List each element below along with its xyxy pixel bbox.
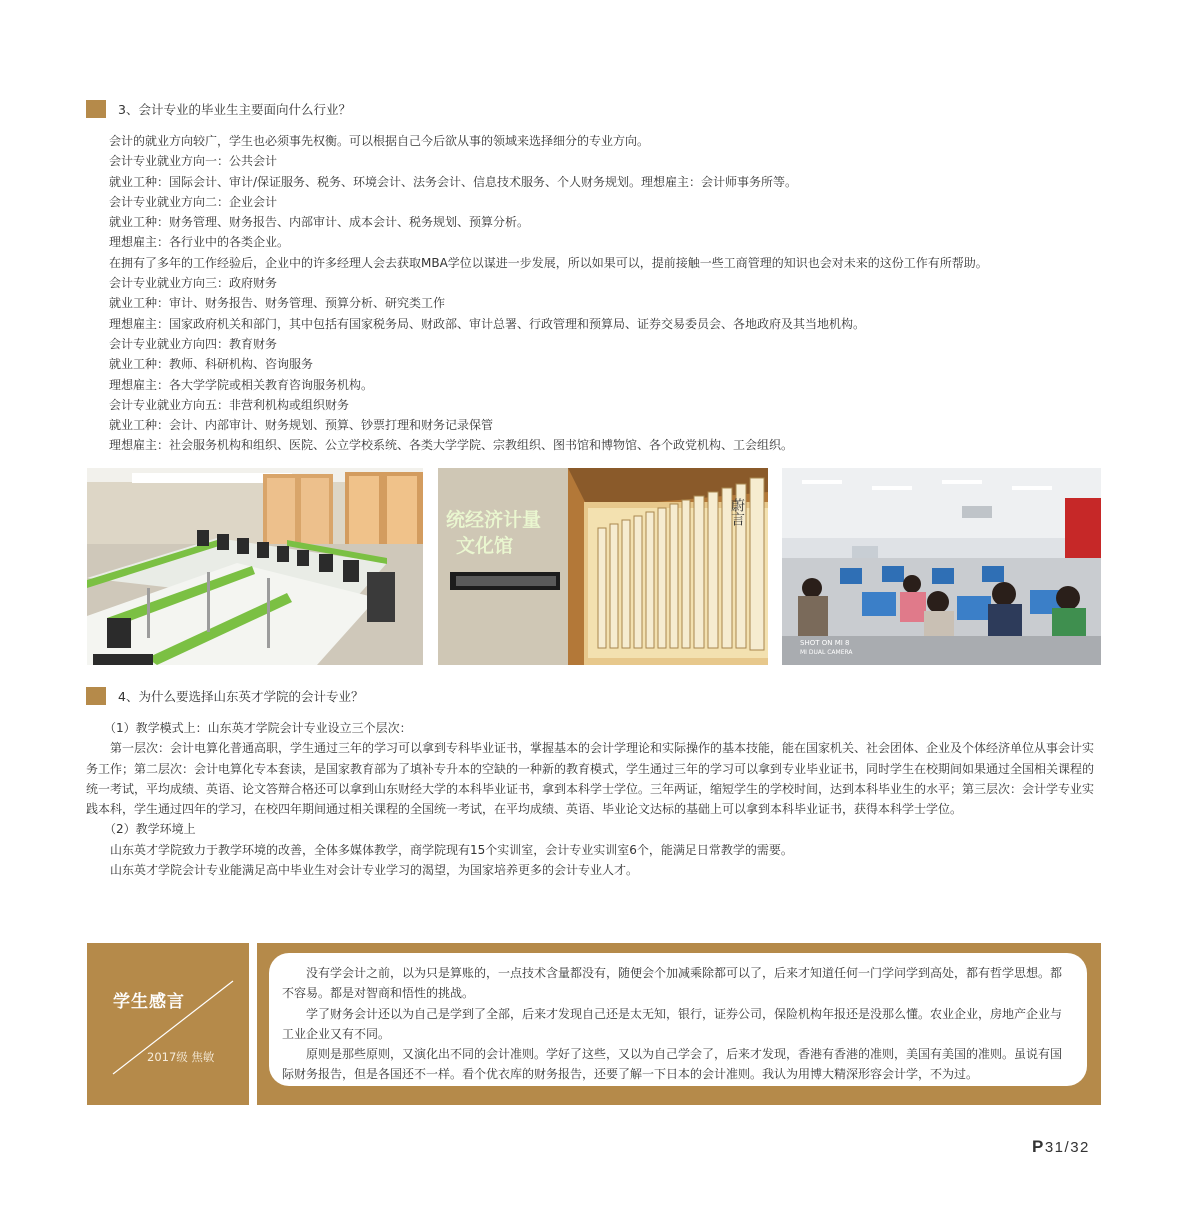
scroll-inscription: 蔚言 <box>729 498 745 526</box>
camera-watermark-line1: SHOT ON MI 8 <box>800 639 850 647</box>
text-line: 务工作；第二层次：会计电算化专本套读，是国家教育部为了填补专升本的空缺的一种新的教育模式，学生通过三年的学习可以拿到专业毕业证书，同时学生在校期间如果通过全国相关课程的 <box>86 761 1095 776</box>
section-marker <box>86 100 106 118</box>
text-line: 理想雇主：各大学学院或相关教育咨询服务机构。 <box>109 377 374 392</box>
photo-strip <box>87 468 1101 665</box>
text-line: 会计专业就业方向四：教育财务 <box>109 336 278 351</box>
text-line: 会计专业就业方向三：政府财务 <box>109 276 278 291</box>
testimonial-text <box>282 963 1082 1085</box>
student-testimonial <box>87 943 1101 1105</box>
text-line: （2）教学环境上 <box>86 822 196 837</box>
text-line: 原则是那些原则，又演化出不同的会计准则。学好了这些，又以为自己学会了，后来才发现，香港有香港的准则，美国有美国的准则。虽说有国 <box>282 1047 1063 1062</box>
testimonial-title: 学生感言 <box>113 992 185 1012</box>
culture-museum-photo <box>438 468 768 665</box>
testimonial-text-box <box>269 953 1087 1086</box>
text-line: 就业工种：教师、科研机构、咨询服务 <box>109 357 314 372</box>
text-line: 就业工种：审计、财务报告、财务管理、预算分析、研究类工作 <box>109 296 446 311</box>
text-line: 在拥有了多年的工作经验后，企业中的许多经理人会去获取MBA学位以谋进一步发展，所以如果可以，提前接触一些工商管理的知识也会对未来的这份工作有所帮助。 <box>109 255 988 270</box>
museum-sign-line2: 文化馆 <box>456 535 514 557</box>
page-prefix: P <box>1032 1137 1045 1156</box>
text-line: 统一考试，平均成绩、英语、论文答辩合格还可以拿到山东财经大学的本科毕业证书，拿到本科学士学位。三年两证，缩短学生的学校时间，达到本科毕业生的水平；第三层次：会计学专业实 <box>86 781 1095 796</box>
page-total: 32 <box>1070 1139 1090 1156</box>
text-line: 理想雇主：国家政府机关和部门，其中包括有国家税务局、财政部、审计总署、行政管理和预算局、证券交易委员会、各地政府及其当地机构。 <box>109 316 866 331</box>
text-line: 践本科，学生通过四年的学习，在校四年期间通过相关课程的全国统一考试，在平均成绩、英语、毕业论文达标的基础上可以拿到本科毕业证书，获得本科学士学位。 <box>86 802 963 817</box>
text-line: 工业企业又有不同。 <box>282 1026 391 1041</box>
text-line: 会计专业就业方向一：公共会计 <box>109 154 278 169</box>
section-4-header <box>86 686 363 706</box>
text-line: 山东英才学院会计专业能满足高中毕业生对会计专业学习的渴望，为国家培养更多的会计专业人才。 <box>86 863 639 878</box>
classroom-photo <box>782 468 1101 665</box>
text-line: 理想雇主：各行业中的各类企业。 <box>109 235 290 250</box>
text-line: 会计的就业方向较广，学生也必须事先权衡。可以根据自己今后欲从事的领域来选择细分的专业方向。 <box>109 134 650 148</box>
museum-sign-line1: 统经济计量 <box>446 509 542 531</box>
text-line: 第一层次：会计电算化普通高职，学生通过三年的学习可以拿到专科毕业证书，掌握基本的会计学理论和实际操作的基本技能，能在国家机关、社会团体、企业及个体经济单位从事会计实 <box>86 741 1095 756</box>
text-line: 不容易。都是对智商和悟性的挑战。 <box>282 986 475 1001</box>
section-marker <box>86 687 106 705</box>
section-3-title: 3、会计专业的毕业生主要面向什么行业？ <box>118 102 351 117</box>
testimonial-label-block <box>87 943 249 1105</box>
text-line: 就业工种：会计、内部审计、财务规划、预算、钞票打理和财务记录保管 <box>109 418 494 433</box>
text-line: 就业工种：财务管理、财务报告、内部审计、成本会计、税务规划、预算分析。 <box>109 215 530 230</box>
text-line: 会计专业就业方向五：非营利机构或组织财务 <box>109 397 350 412</box>
page-current: 31 <box>1044 1139 1065 1156</box>
section-3-body <box>109 131 1109 456</box>
diagonal-divider <box>87 943 249 1105</box>
training-room-photo <box>87 468 423 665</box>
page-number: P31/32 <box>1032 1137 1090 1156</box>
section-4-body <box>86 718 1106 880</box>
section-4-title: 4、为什么要选择山东英才学院的会计专业？ <box>118 689 364 704</box>
text-line: （1）教学模式上：山东英才学院会计专业设立三个层次： <box>86 721 412 735</box>
text-line: 理想雇主：社会服务机构和组织、医院、公立学校系统、各类大学学院、宗教组织、图书馆和博物馆、各个政党机构、工会组织。 <box>109 438 794 453</box>
section-3-header <box>86 99 351 119</box>
text-line: 际财务报告，但是各国还不一样。看个优衣库的财务报告，还要了解一下日本的会计准则。我认为用博大精深形容会计学，不为过。 <box>282 1067 979 1082</box>
text-line: 山东英才学院致力于教学环境的改善，全体多媒体教学，商学院现有15个实训室，会计专业实训室6个，能满足日常教学的需要。 <box>86 842 793 857</box>
text-line: 就业工种：国际会计、审计/保证服务、税务、环境会计、法务会计、信息技术服务、个人财务规划。理想雇主：会计师事务所等。 <box>109 174 798 189</box>
testimonial-frame <box>257 943 1101 1105</box>
camera-watermark-line2: MI DUAL CAMERA <box>800 649 853 656</box>
testimonial-author: 2017级 焦敏 <box>147 1050 215 1064</box>
text-line: 会计专业就业方向二：企业会计 <box>109 194 278 209</box>
text-line: 没有学会计之前，以为只是算账的，一点技术含量都没有，随便会个加减乘除都可以了，后来才知道任何一门学问学到高处，都有哲学思想。都 <box>282 966 1063 980</box>
text-line: 学了财务会计还以为自己是学到了全部，后来才发现自己还是太无知，银行，证券公司，保险机构年报还是没那么懂。农业企业，房地产企业与 <box>282 1006 1063 1021</box>
